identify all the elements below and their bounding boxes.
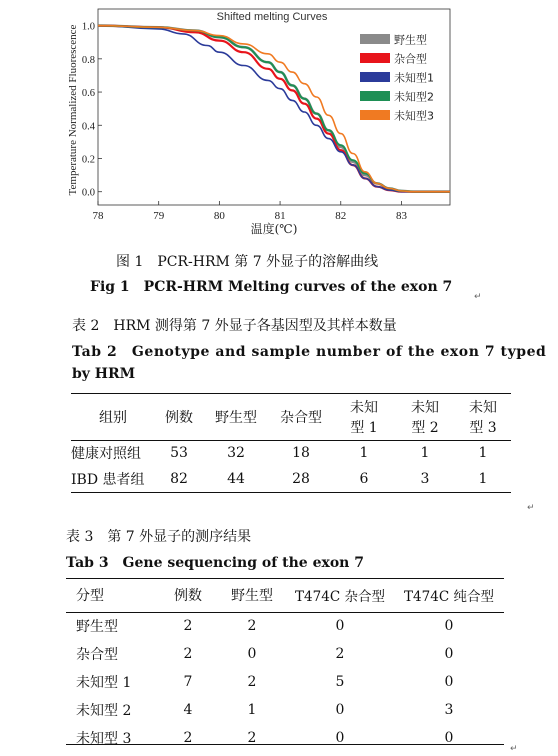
table-cell: 18 — [292, 445, 310, 461]
x-tick-label: 79 — [153, 210, 165, 222]
table-cell: 0 — [444, 646, 454, 662]
tab2-header-rule — [71, 440, 511, 441]
tab3-caption-cn: 表 3 第 7 外显子的测序结果 — [66, 529, 252, 545]
table-cell: 0 — [335, 730, 345, 746]
paragraph-mark: ↵ — [474, 292, 482, 302]
table-cell: 2 — [247, 618, 257, 634]
table-cell: 5 — [335, 674, 345, 690]
x-tick-label: 83 — [395, 210, 407, 222]
y-tick-label: 0.4 — [81, 121, 95, 133]
table-row — [66, 696, 504, 724]
tab3-bottom-rule — [66, 744, 504, 745]
table-cell: 2 — [183, 618, 193, 634]
legend-label: 未知型3 — [394, 109, 434, 123]
table-cell: 1 — [420, 445, 430, 461]
table-cell: 0 — [444, 730, 454, 746]
table-cell: 未知型 1 — [76, 675, 132, 691]
table-cell: 2 — [183, 730, 193, 746]
legend-label: 野生型 — [394, 33, 427, 47]
table-cell: 2 — [247, 730, 257, 746]
x-axis-label: 温度(℃) — [250, 222, 298, 236]
tab3-header-cell: 野生型 — [231, 588, 273, 604]
table-cell: 健康对照组 — [71, 446, 141, 462]
table-row — [66, 668, 504, 696]
table-row — [71, 440, 511, 466]
tab2-table — [71, 393, 511, 492]
tab2-header-cell: 未知 型 1 — [350, 399, 378, 436]
table-cell: 82 — [170, 471, 188, 487]
tab2-header-cell: 例数 — [165, 409, 193, 426]
tab3-table — [66, 578, 504, 752]
legend-swatch — [360, 53, 390, 63]
table-cell: IBD 患者组 — [71, 472, 145, 488]
y-tick-label: 0.6 — [81, 88, 95, 100]
table-cell: 53 — [170, 445, 188, 461]
y-tick-label: 1.0 — [81, 21, 95, 33]
y-tick-label: 0.2 — [81, 154, 95, 166]
tab2-header-cell: 未知 型 2 — [411, 399, 439, 436]
table-cell: 未知型 3 — [76, 731, 132, 747]
table-cell: 1 — [478, 471, 488, 487]
x-tick-label: 78 — [92, 210, 104, 222]
tab2-caption-en-line2: by HRM — [72, 366, 136, 382]
table-cell: 4 — [183, 702, 193, 718]
table-cell: 3 — [444, 702, 454, 718]
legend-swatch — [360, 110, 390, 120]
tab2-header-cell: 组别 — [99, 409, 127, 426]
chart-title: Shifted melting Curves — [216, 11, 328, 23]
table-cell: 0 — [444, 618, 454, 634]
legend-label: 未知型2 — [394, 90, 434, 104]
table-cell: 3 — [420, 471, 430, 487]
legend-swatch — [360, 34, 390, 44]
table-cell: 未知型 2 — [76, 703, 132, 719]
paragraph-mark: ↵ — [527, 503, 535, 513]
table-cell: 7 — [183, 674, 193, 690]
table-cell: 28 — [292, 471, 310, 487]
tab2-header-cell: 杂合型 — [280, 409, 322, 426]
table-cell: 野生型 — [76, 619, 118, 635]
table-cell: 杂合型 — [76, 647, 118, 663]
tab2-header-cell: 未知 型 3 — [469, 399, 497, 436]
tab3-header-cell: T474C 纯合型 — [404, 589, 494, 605]
tab2-header-row — [71, 393, 511, 440]
legend-swatch — [360, 72, 390, 82]
legend-label: 杂合型 — [394, 52, 427, 66]
x-tick-label: 81 — [274, 210, 286, 222]
tab3-header-cell: 例数 — [174, 588, 202, 604]
table-row — [66, 640, 504, 668]
tab3-header-row — [66, 578, 504, 612]
tab2-caption-en-line1: Tab 2 Genotype and sample number of the exon 7 typed — [72, 344, 547, 360]
table-cell: 1 — [247, 702, 257, 718]
paragraph-mark: ↵ — [510, 744, 518, 754]
table-cell: 0 — [444, 674, 454, 690]
table-row — [71, 466, 511, 492]
table-cell: 2 — [247, 674, 257, 690]
table-cell: 44 — [227, 471, 245, 487]
table-cell: 1 — [478, 445, 488, 461]
y-axis-label: Temperature Normalized Fluorescence — [67, 24, 79, 196]
table-cell: 1 — [359, 445, 369, 461]
x-tick-label: 82 — [335, 210, 347, 222]
table-row — [66, 724, 504, 752]
table-cell: 0 — [335, 618, 345, 634]
tab3-header-rule — [66, 612, 504, 613]
y-tick-label: 0.0 — [81, 187, 95, 199]
tab2-bottom-rule — [71, 492, 511, 493]
table-row — [66, 612, 504, 640]
table-cell: 32 — [227, 445, 245, 461]
fig1-caption-en: Fig 1 PCR-HRM Melting curves of the exon 7 — [90, 279, 453, 295]
tab2-caption-cn: 表 2 HRM 测得第 7 外显子各基因型及其样本数量 — [72, 318, 397, 334]
table-cell: 0 — [335, 702, 345, 718]
tab3-caption-en: Tab 3 Gene sequencing of the exon 7 — [66, 555, 364, 571]
table-cell: 6 — [359, 471, 369, 487]
tab2-header-cell: 野生型 — [215, 409, 257, 426]
legend-label: 未知型1 — [394, 71, 434, 85]
y-tick-label: 0.8 — [81, 54, 95, 66]
tab3-header-cell: 分型 — [76, 588, 104, 604]
table-cell: 2 — [183, 646, 193, 662]
fig1-caption-cn: 图 1 PCR-HRM 第 7 外显子的溶解曲线 — [116, 254, 379, 270]
x-tick-label: 80 — [213, 210, 225, 222]
legend-swatch — [360, 91, 390, 101]
table-cell: 0 — [247, 646, 257, 662]
tab3-header-cell: T474C 杂合型 — [295, 589, 385, 605]
melting-curve-chart — [0, 0, 558, 245]
table-cell: 2 — [335, 646, 345, 662]
